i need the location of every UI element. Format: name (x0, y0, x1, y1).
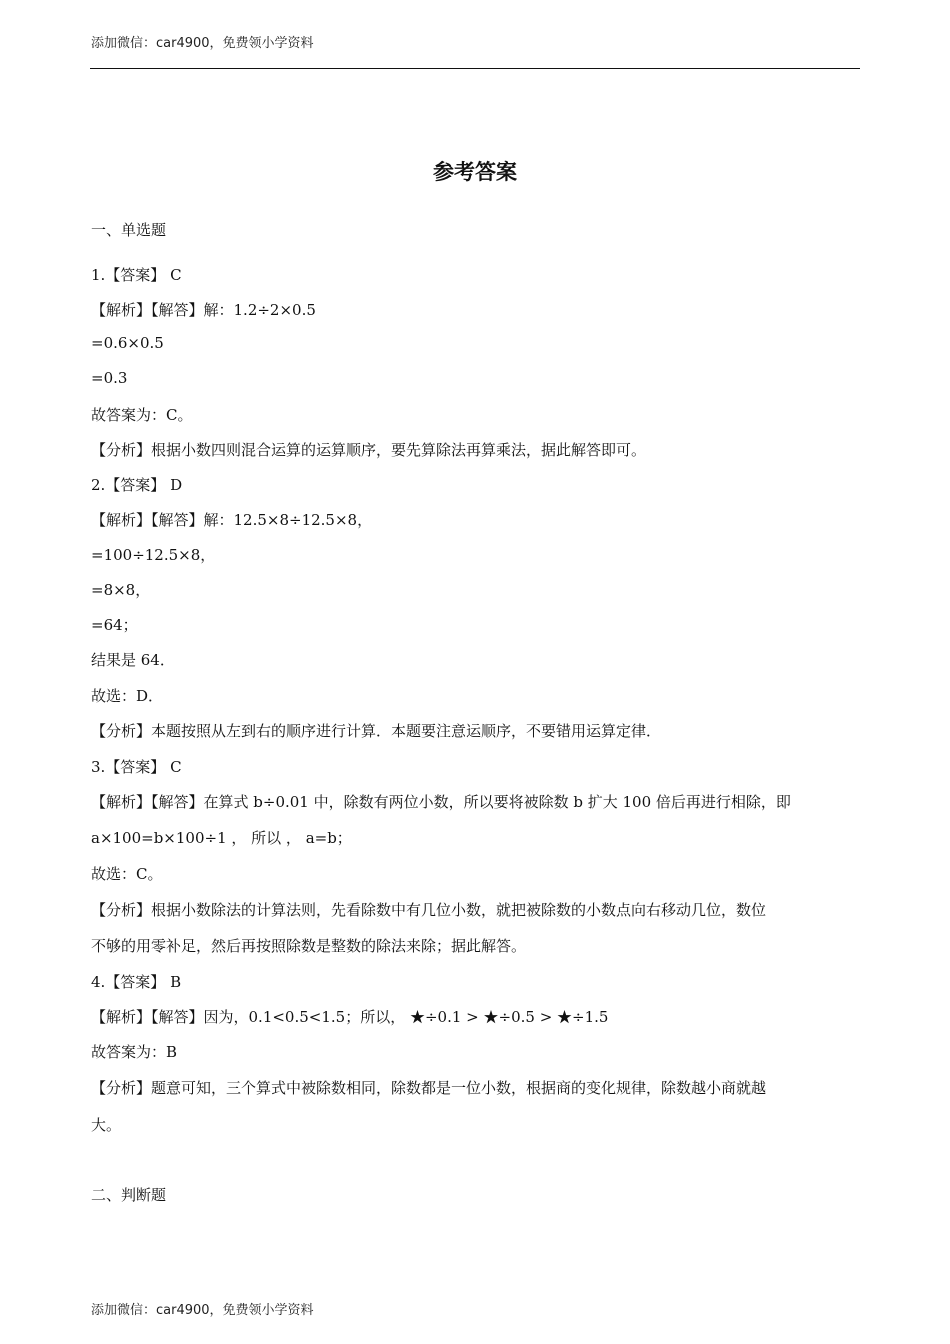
answer-line: 【分析】根据小数除法的计算法则，先看除数中有几位小数，就把被除数的小数点向右移动几位，数位 (91, 901, 767, 919)
page-title: 参考答案 (433, 160, 517, 184)
header-divider (90, 68, 860, 69)
answer-line: =100÷12.5×8， (91, 546, 216, 564)
answer-line: 结果是 64． (91, 651, 175, 669)
answer-line: 【分析】根据小数四则混合运算的运算顺序，要先算除法再算乘法，据此解答即可。 (91, 441, 647, 459)
answer-line: 【解析】【解答】解：1.2÷2×0.5 (91, 301, 316, 319)
answer-line: =0.3 (91, 369, 128, 387)
answer-line: 不够的用零补足，然后再按照除数是整数的除法来除；据此解答。 (91, 937, 527, 955)
answer-line: 故选：C。 (91, 865, 163, 883)
section-title-single-choice: 一、单选题 (91, 221, 167, 239)
answer-line: =0.6×0.5 (91, 334, 164, 352)
answer-line: 大。 (91, 1116, 122, 1134)
answer-line: a×100=b×100÷1 ， 所以 ， a=b； (91, 829, 352, 847)
answer-line: =64； (91, 616, 138, 634)
section-title-true-false: 二、判断题 (91, 1186, 167, 1204)
answer-line: 故选：D． (91, 687, 164, 705)
answer-line: 【分析】题意可知，三个算式中被除数相同，除数都是一位小数，根据商的变化规律，除数越小商就越 (91, 1079, 767, 1097)
answer-line: 故答案为：C。 (91, 406, 193, 424)
answer-line: =8×8， (91, 581, 151, 599)
answer-line: 3.【答案】 C (91, 758, 182, 776)
answer-line: 1.【答案】 C (91, 266, 182, 284)
answer-line: 【解析】【解答】解：12.5×8÷12.5×8， (91, 511, 373, 529)
answer-line: 【分析】本题按照从左到右的顺序进行计算．本题要注意运顺序，不要错用运算定律． (91, 722, 662, 740)
answer-line: 4.【答案】 B (91, 973, 182, 991)
answer-line: 【解析】【解答】因为，0.1<0.5<1.5；所以， ★÷0.1 > ★÷0.5 > ★÷1.5 (91, 1008, 609, 1026)
footer-text: 添加微信：car4900，免费领小学资料 (91, 1303, 314, 1318)
header-text: 添加微信：car4900，免费领小学资料 (91, 36, 314, 51)
answer-line: 2.【答案】 D (91, 476, 183, 494)
answer-line: 故答案为：B (91, 1043, 178, 1061)
answer-line: 【解析】【解答】在算式 b÷0.01 中，除数有两位小数，所以要将被除数 b 扩大 100 倍后再进行相除，即 (91, 793, 791, 811)
